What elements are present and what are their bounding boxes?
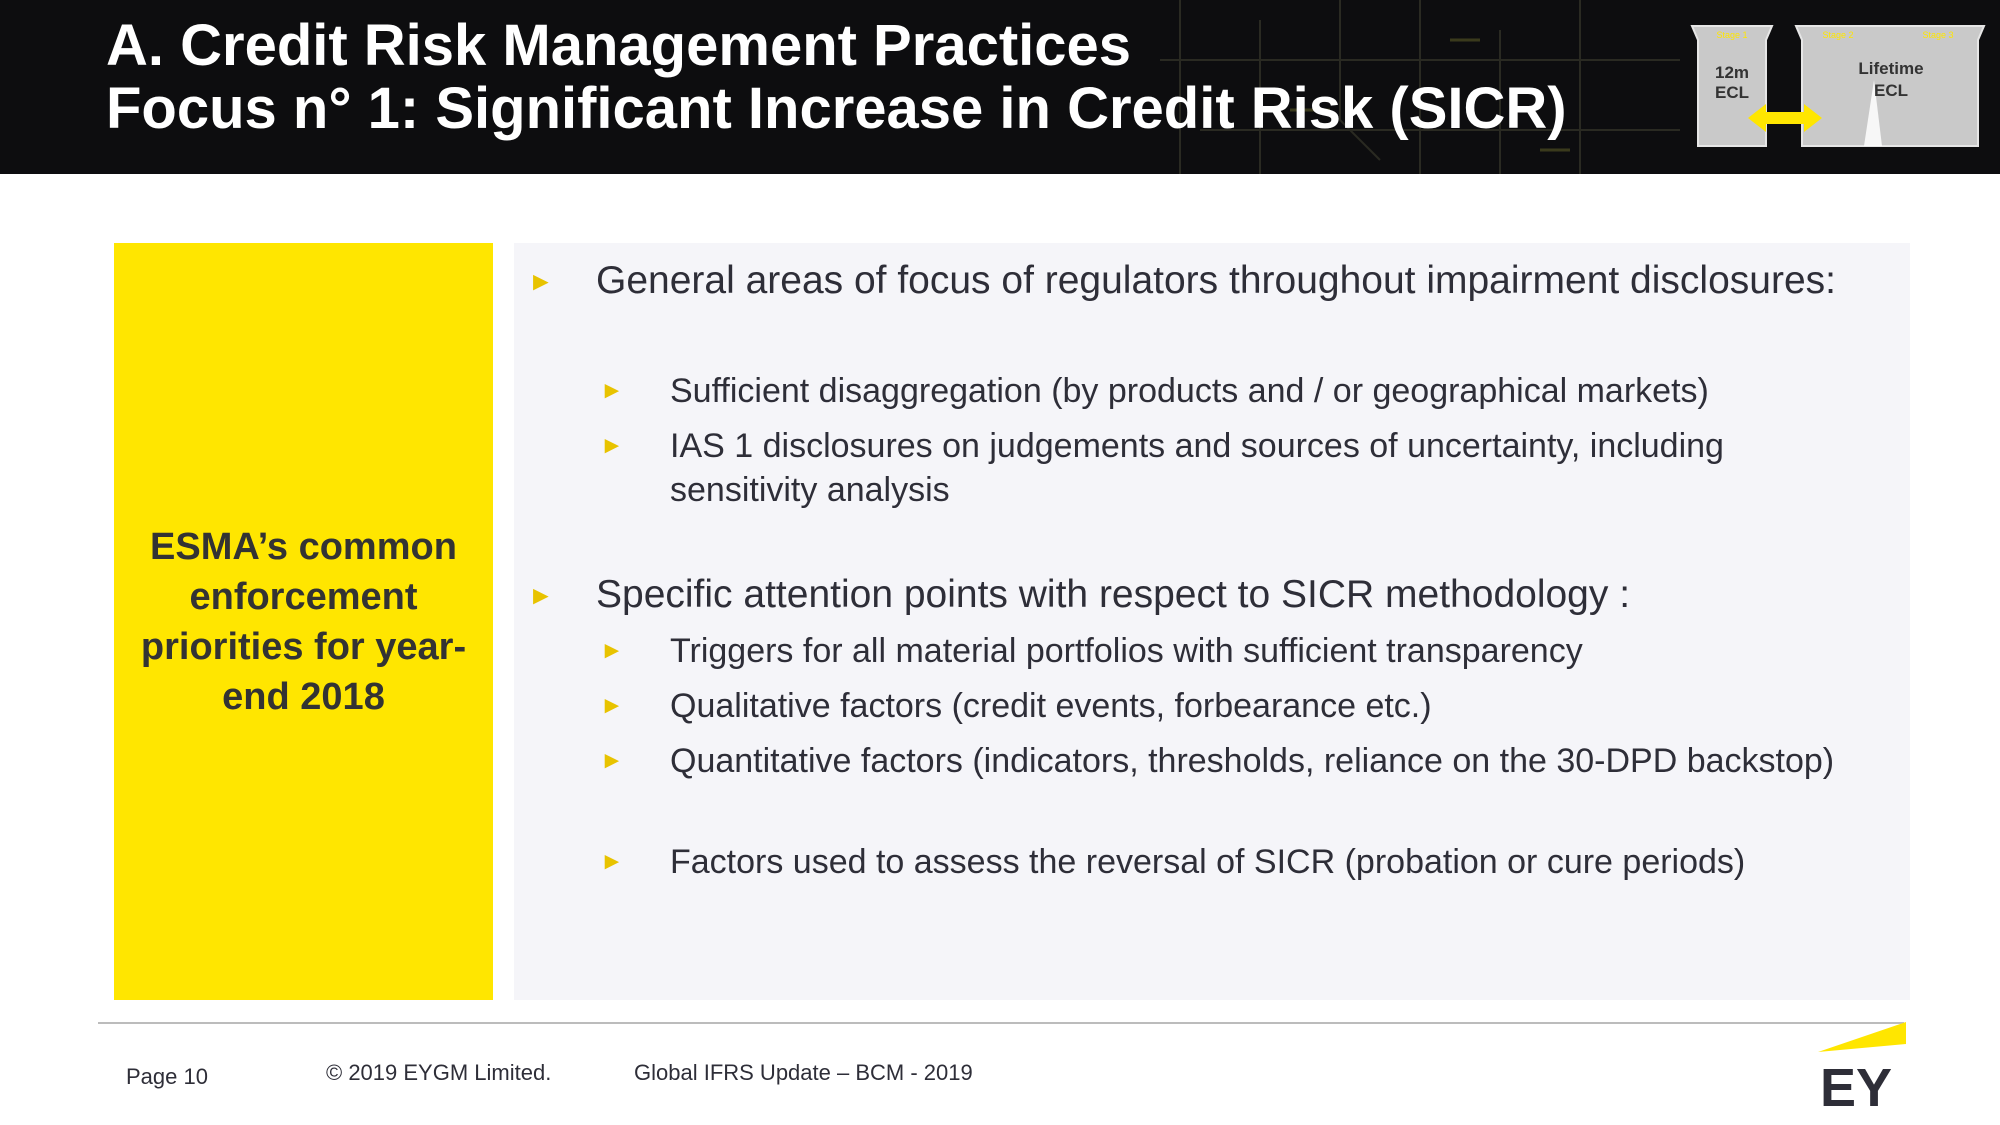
sub-bullet-item bbox=[600, 424, 1860, 512]
right-triangle-icon: ► bbox=[600, 692, 624, 719]
right-triangle-icon: ► bbox=[600, 747, 624, 774]
title-line-1: A. Credit Risk Management Practices bbox=[106, 13, 1132, 78]
stage2-label: Stage 2 bbox=[1822, 30, 1854, 40]
bullet-item bbox=[528, 256, 1836, 306]
stage1-label: Stage 1 bbox=[1716, 30, 1748, 40]
ey-logo bbox=[1818, 1022, 1906, 1110]
copyright-text: © 2019 EYGM Limited. bbox=[326, 1060, 552, 1085]
sub-bullet-text: IAS 1 disclosures on judgements and sources of uncertainty, including sensitivity analysis bbox=[670, 427, 1724, 509]
sub-bullet-text: Triggers for all material portfolios with sufficient transparency bbox=[670, 632, 1583, 670]
left-bucket-label-ecl: ECL bbox=[1715, 83, 1749, 102]
title-line-2: Focus n° 1: Significant Increase in Credit Risk (SICR) bbox=[106, 76, 1567, 141]
left-bucket-label-12m: 12m bbox=[1714, 63, 1750, 82]
ey-logo-text: EY bbox=[1820, 1058, 1893, 1110]
right-triangle-icon: ► bbox=[600, 848, 624, 875]
sub-bullet-item bbox=[600, 739, 1860, 783]
sub-bullet-item bbox=[600, 684, 1860, 728]
right-bucket-label-ecl: ECL bbox=[1874, 81, 1908, 100]
ey-logo-beam bbox=[1818, 1022, 1906, 1052]
right-triangle-icon: ► bbox=[528, 580, 554, 610]
bullet-text: Specific attention points with respect to SICR methodology : bbox=[596, 573, 1631, 616]
right-triangle-icon: ► bbox=[528, 266, 554, 296]
stage3-label: Stage 3 bbox=[1922, 30, 1954, 40]
sub-bullet-text: Quantitative factors (indicators, thresholds, reliance on the 30-DPD backstop) bbox=[670, 742, 1835, 780]
slide-header bbox=[0, 0, 2000, 174]
event-title: Global IFRS Update – BCM - 2019 bbox=[634, 1060, 973, 1085]
right-bucket-label-lifetime: Lifetime bbox=[1858, 59, 1924, 78]
highlight-panel-text: ESMA’s common enforcement priorities for year-end 2018 bbox=[140, 525, 467, 718]
right-triangle-icon: ► bbox=[600, 637, 624, 664]
highlight-panel bbox=[114, 243, 493, 1000]
right-triangle-icon: ► bbox=[600, 377, 624, 404]
bullet-item bbox=[528, 570, 1836, 620]
page-number: Page 10 bbox=[126, 1064, 208, 1089]
sub-bullet-text: Sufficient disaggregation (by products and / or geographical markets) bbox=[670, 372, 1709, 410]
slide-title bbox=[106, 14, 1567, 140]
right-bucket bbox=[1796, 26, 1984, 146]
sub-bullet-item bbox=[600, 369, 1860, 413]
right-triangle-icon: ► bbox=[600, 432, 624, 459]
sub-bullet-item bbox=[600, 840, 1860, 884]
bullet-text: General areas of focus of regulators throughout impairment disclosures: bbox=[596, 259, 1836, 302]
sub-bullet-text: Factors used to assess the reversal of SICR (probation or cure periods) bbox=[670, 843, 1746, 881]
sub-bullet-text: Qualitative factors (credit events, forbearance etc.) bbox=[670, 687, 1432, 725]
sub-bullet-item bbox=[600, 629, 1860, 673]
footer-divider bbox=[98, 1022, 1904, 1024]
ecl-stage-buckets-graphic bbox=[1688, 20, 1988, 156]
left-bucket bbox=[1692, 26, 1772, 146]
content-panel bbox=[514, 243, 1910, 1000]
